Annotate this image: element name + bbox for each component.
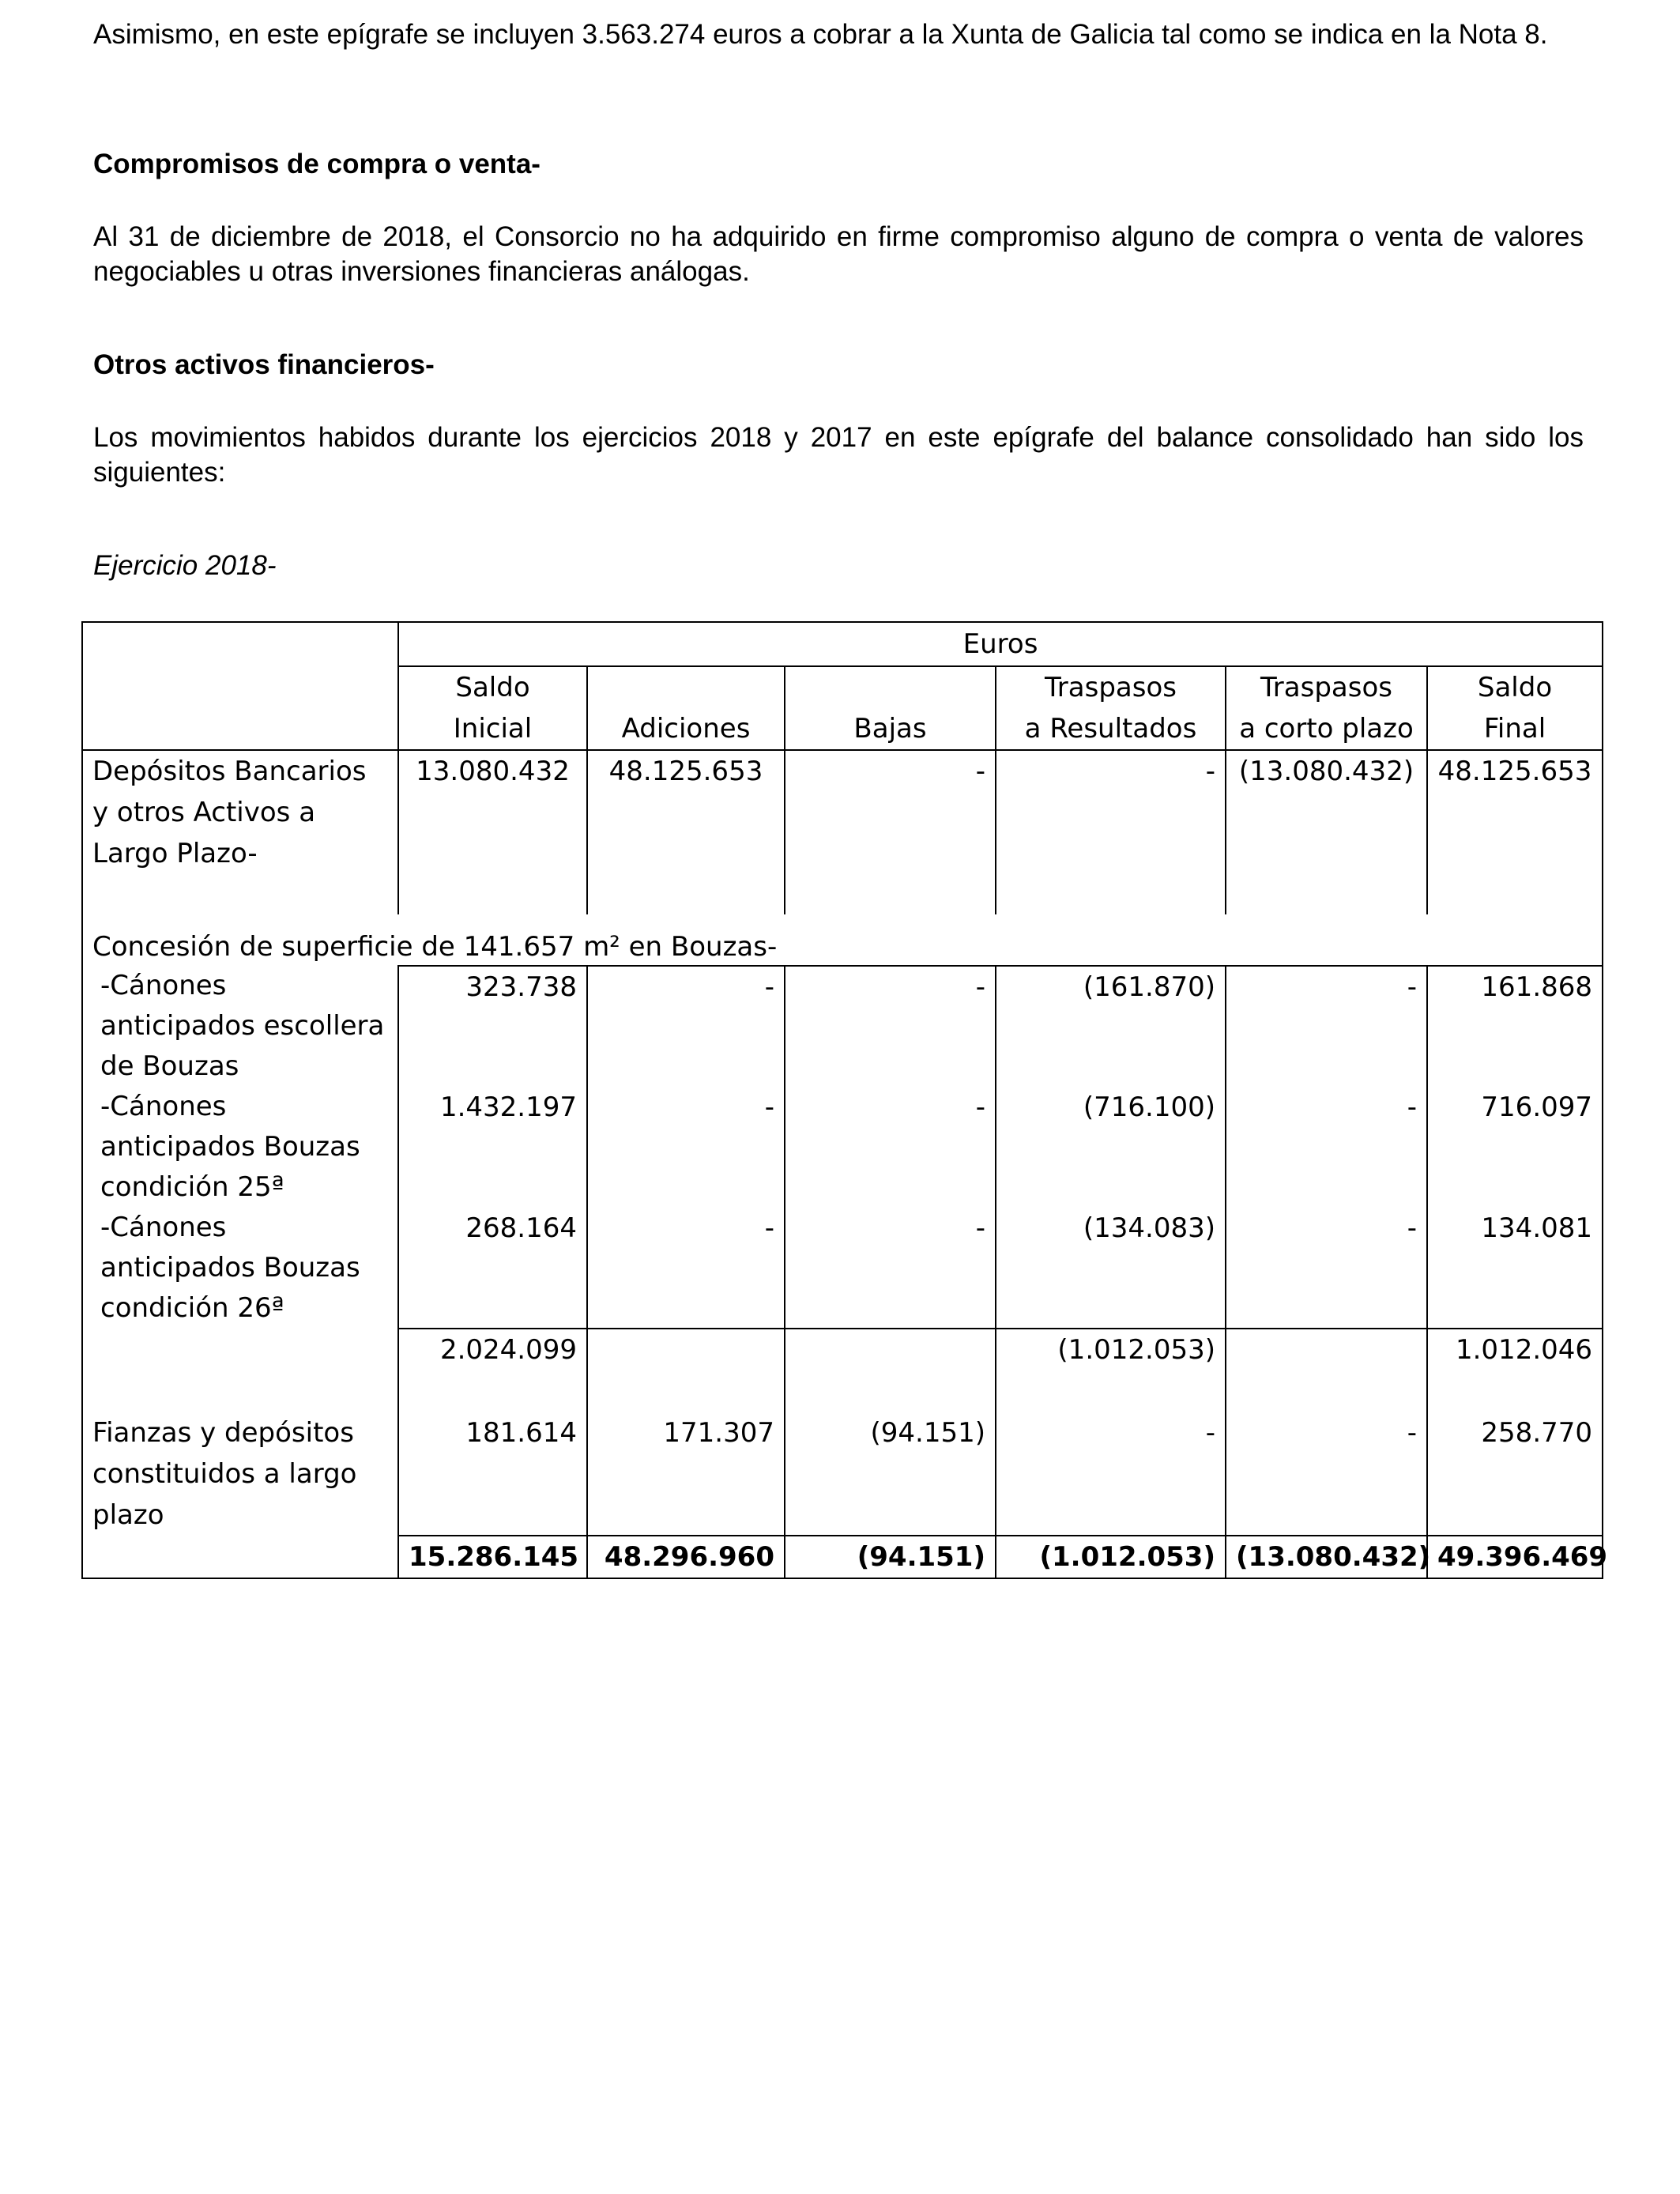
cell-bajas: - (785, 966, 996, 1087)
cell-saldo-inicial: 323.738 (398, 966, 587, 1087)
cell-saldo-final: 258.770 (1427, 1412, 1603, 1536)
cell-saldo-inicial: 1.432.197 (398, 1087, 587, 1208)
table-row-depositos (82, 750, 1603, 914)
cell-saldo-inicial: 181.614 (398, 1412, 587, 1536)
section-heading-otros-activos: Otros activos financieros- (93, 349, 435, 380)
cell-traspasos-corto-plazo: (13.080.432) (1226, 750, 1427, 914)
column-header-traspasos-corto-plazo (1226, 666, 1427, 750)
column-header-adiciones (587, 666, 785, 750)
row-label-canon: -Cánones anticipados Bouzas condición 25ª (82, 1087, 398, 1208)
row-label-fianzas: Fianzas y depósitos constituidos a largo plazo (82, 1412, 398, 1536)
column-header-bajas (785, 666, 996, 750)
column-header-line1 (795, 667, 985, 708)
header-empty-cell (82, 622, 398, 750)
column-header-line1: Traspasos (1260, 672, 1392, 703)
row-label-depositos: Depósitos Bancarios y otros Activos a Largo Plazo- (82, 750, 398, 914)
intro-paragraph: Asimismo, en este epígrafe se incluyen 3.563.274 euros a cobrar a la Xunta de Galicia tal como se indica en la Nota 8. (93, 19, 1548, 50)
movements-table-wrapper (81, 621, 1608, 1579)
table-row-subtotal (82, 1329, 1603, 1412)
header-row-currency (82, 622, 1603, 666)
column-header-line2: Final (1483, 713, 1546, 745)
cell-traspasos-resultados: (161.870) (996, 966, 1226, 1087)
table-row-canon-escollera (82, 966, 1603, 1087)
cell-adiciones: 171.307 (587, 1412, 785, 1536)
cell-saldo-final: 716.097 (1427, 1087, 1603, 1208)
cell-saldo-final: 48.125.653 (1427, 750, 1603, 914)
cell-adiciones: - (587, 966, 785, 1087)
column-header-line2: Bajas (853, 713, 927, 745)
cell-bajas: - (785, 750, 996, 914)
column-header-saldo-final (1427, 666, 1603, 750)
column-header-saldo-inicial (398, 666, 587, 750)
cell-saldo-final: 134.081 (1427, 1208, 1603, 1329)
cell-bajas: (94.151) (785, 1536, 996, 1578)
cell-bajas: - (785, 1087, 996, 1208)
cell-traspasos-resultados: - (996, 1412, 1226, 1536)
cell-adiciones (587, 1329, 785, 1412)
cell-saldo-inicial: 2.024.099 (398, 1329, 587, 1412)
cell-bajas: (94.151) (785, 1412, 996, 1536)
total-empty-label (82, 1536, 398, 1578)
cell-adiciones: - (587, 1208, 785, 1329)
row-label-canon: -Cánones anticipados escollera de Bouzas (82, 966, 398, 1087)
column-header-line1 (597, 667, 774, 708)
column-header-line2: a Resultados (1024, 713, 1197, 745)
cell-bajas: - (785, 1208, 996, 1329)
movements-table (81, 621, 1608, 1579)
column-header-line1: Saldo (455, 672, 530, 703)
column-header-line1: Saldo (1477, 672, 1553, 703)
cell-traspasos-corto-plazo: - (1226, 1208, 1427, 1329)
cell-traspasos-corto-plazo: (13.080.432) (1226, 1536, 1427, 1578)
cell-saldo-inicial: 13.080.432 (398, 750, 587, 914)
cell-traspasos-corto-plazo (1226, 1329, 1427, 1412)
cell-adiciones: 48.296.960 (587, 1536, 785, 1578)
column-header-line2: Inicial (453, 713, 533, 745)
cell-saldo-final: 49.396.469 (1427, 1536, 1603, 1578)
cell-traspasos-corto-plazo: - (1226, 966, 1427, 1087)
cell-traspasos-resultados: (1.012.053) (996, 1329, 1226, 1412)
cell-traspasos-corto-plazo: - (1226, 1087, 1427, 1208)
subtotal-empty-label (82, 1329, 398, 1412)
table-row-canon-25 (82, 1087, 1603, 1208)
table-row-total (82, 1536, 1603, 1578)
cell-traspasos-corto-plazo: - (1226, 1412, 1427, 1536)
otros-activos-paragraph: Los movimientos habidos durante los ejercicios 2018 y 2017 en este epígrafe del balance consolidado han sido los siguientes: (93, 422, 1584, 488)
column-header-traspasos-resultados (996, 666, 1226, 750)
compromisos-paragraph: Al 31 de diciembre de 2018, el Consorcio no ha adquirido en firme compromiso alguno de compra o venta de valores negociables u otras inversiones financieras análogas. (93, 221, 1584, 287)
row-label-concesion: Concesión de superficie de 141.657 m² en Bouzas- (82, 914, 1603, 966)
column-header-line2: a corto plazo (1239, 713, 1414, 745)
row-label-canon: -Cánones anticipados Bouzas condición 26ª (82, 1208, 398, 1329)
cell-saldo-inicial: 268.164 (398, 1208, 587, 1329)
column-header-line1: Traspasos (1045, 672, 1177, 703)
cell-traspasos-resultados: (716.100) (996, 1087, 1226, 1208)
currency-header: Euros (398, 622, 1603, 666)
table-row-concesion (82, 914, 1603, 966)
cell-saldo-final: 1.012.046 (1427, 1329, 1603, 1412)
cell-traspasos-resultados: - (996, 750, 1226, 914)
section-heading-compromisos: Compromisos de compra o venta- (93, 149, 541, 179)
cell-saldo-inicial: 15.286.145 (398, 1536, 587, 1578)
table-row-canon-26 (82, 1208, 1603, 1329)
column-header-line2: Adiciones (621, 713, 751, 745)
cell-saldo-final: 161.868 (1427, 966, 1603, 1087)
table-row-fianzas (82, 1412, 1603, 1536)
cell-bajas (785, 1329, 996, 1412)
table-title: Ejercicio 2018- (93, 550, 277, 581)
cell-adiciones: - (587, 1087, 785, 1208)
cell-adiciones: 48.125.653 (587, 750, 785, 914)
cell-traspasos-resultados: (1.012.053) (996, 1536, 1226, 1578)
cell-traspasos-resultados: (134.083) (996, 1208, 1226, 1329)
